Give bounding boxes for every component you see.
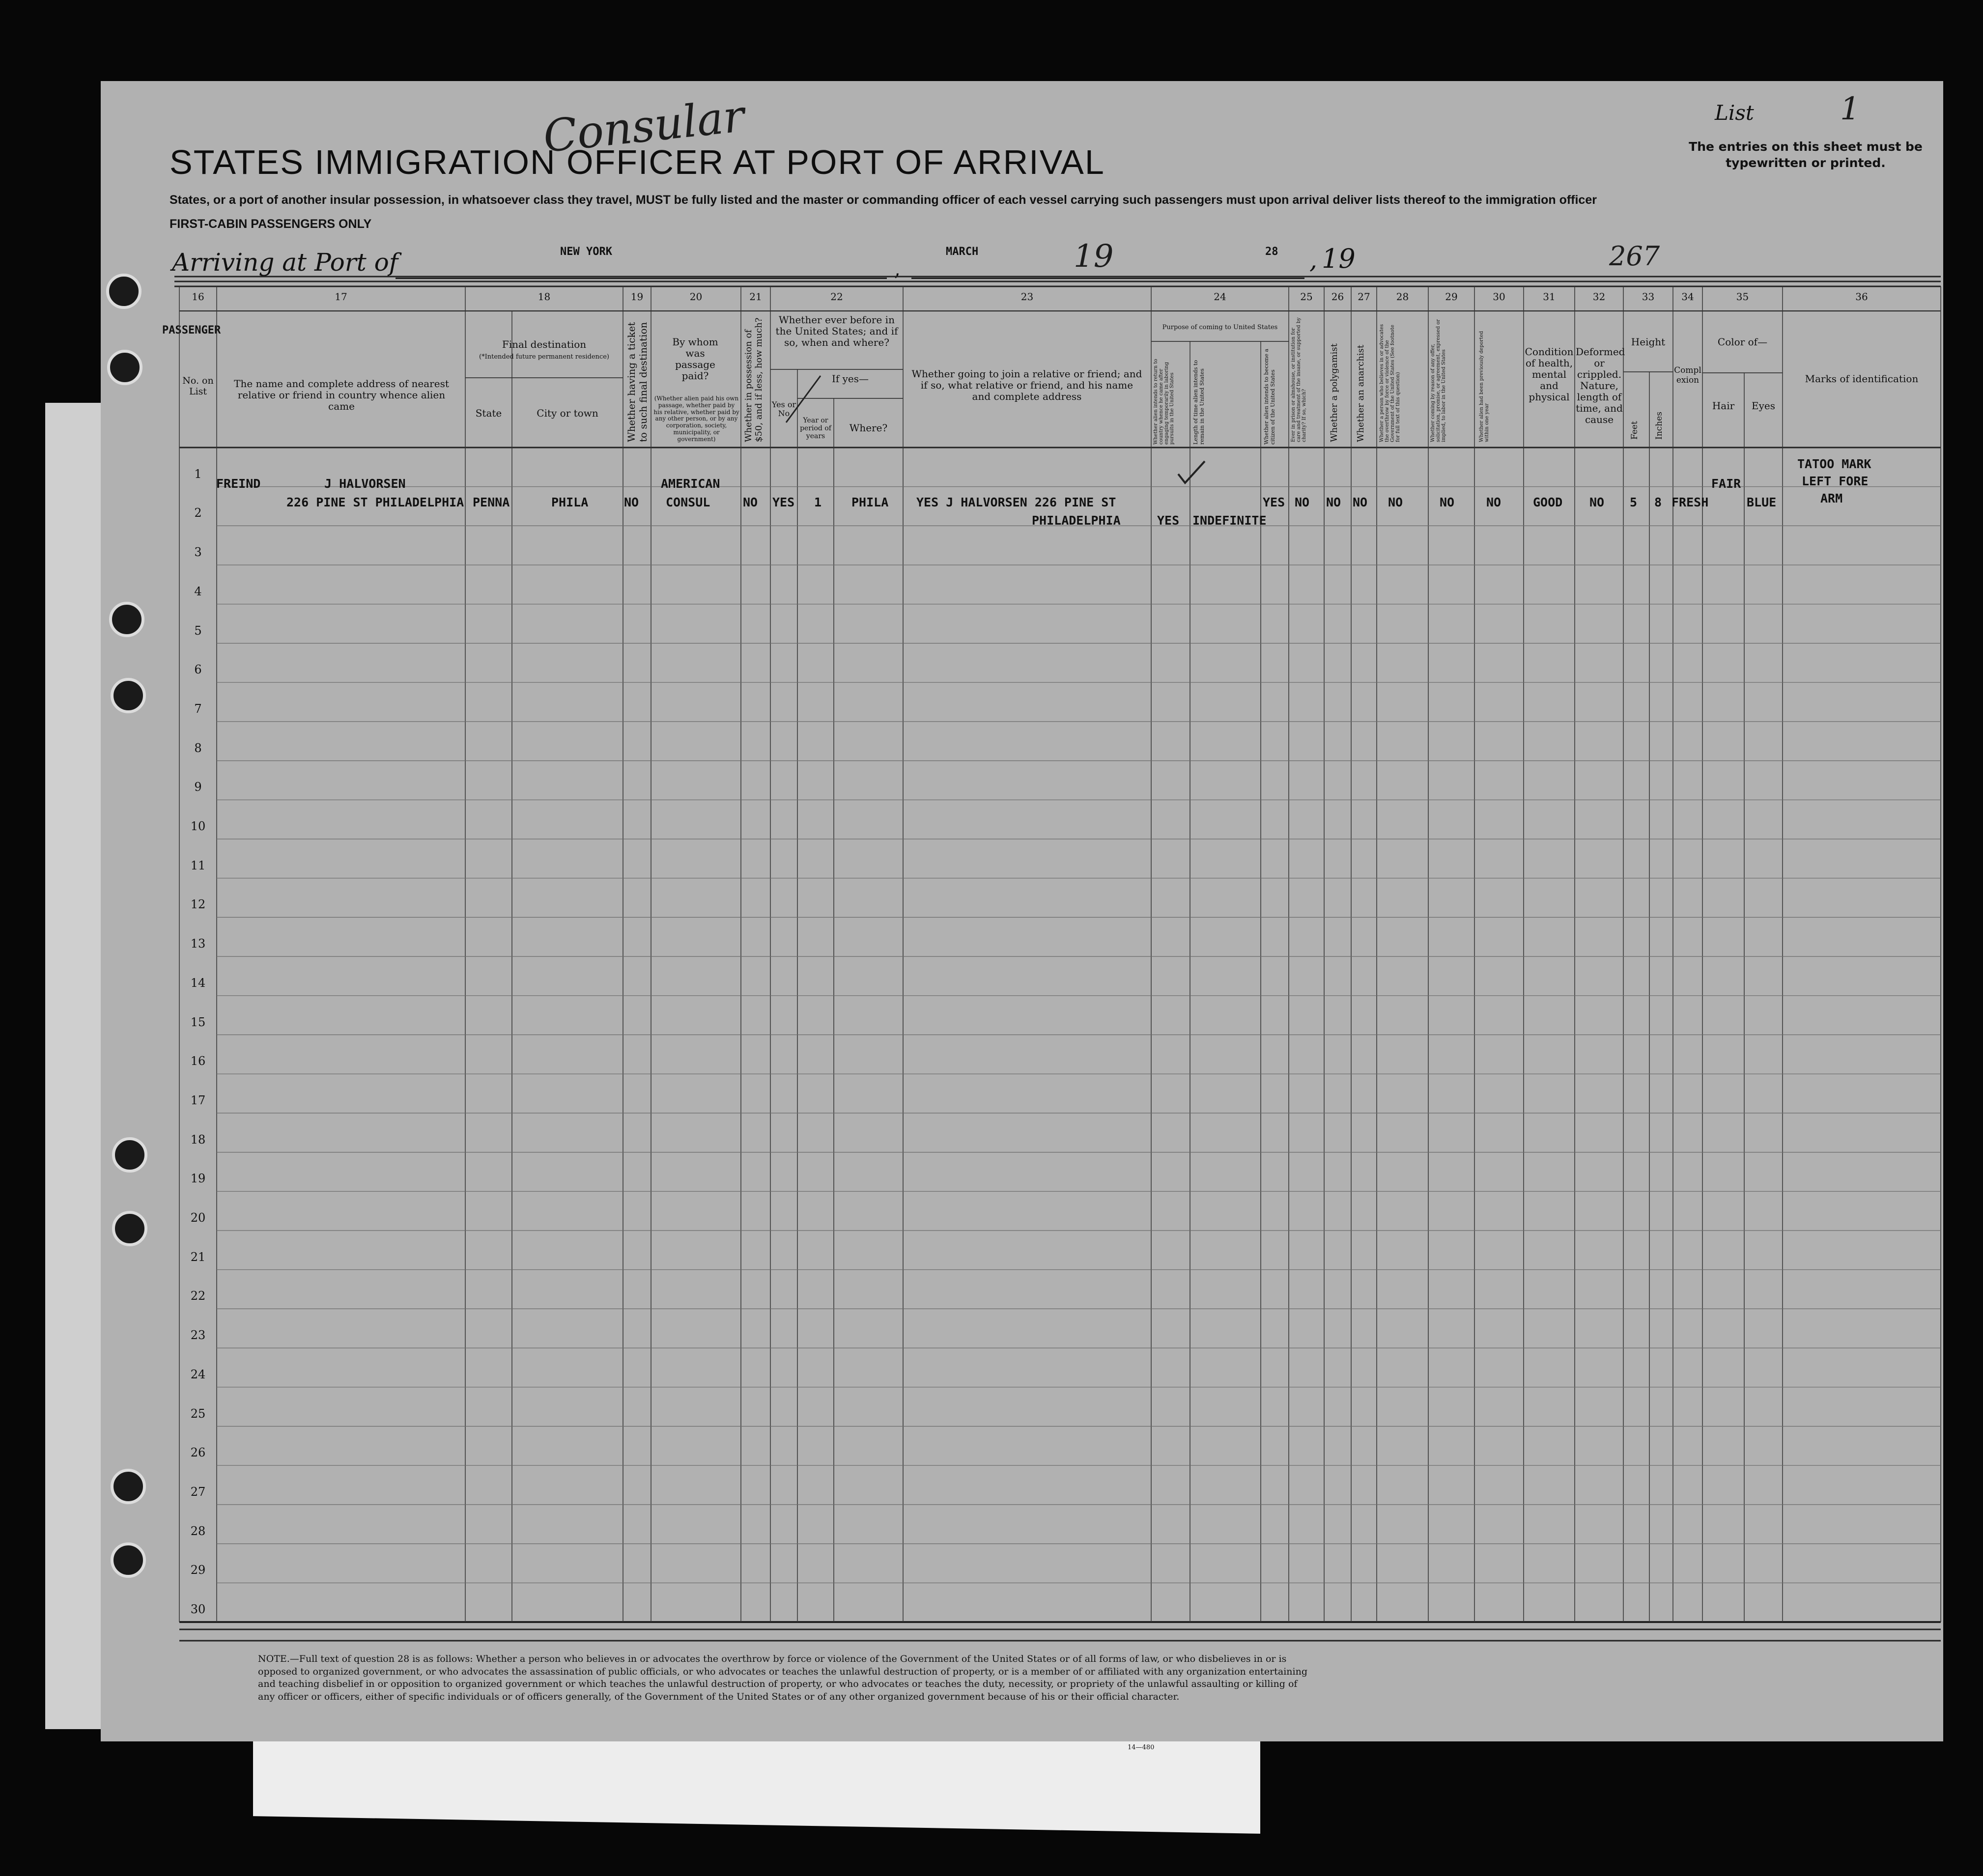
pencil-mark-icon <box>781 373 825 427</box>
entry-relative-name: J HALVORSEN <box>324 476 406 491</box>
row-number: 28 <box>190 1524 206 1538</box>
header-relative-address: The name and complete address of nearest relative or friend in country whence alien came <box>234 378 449 412</box>
col-num-26: 26 <box>1331 291 1344 303</box>
col-num-36: 36 <box>1855 291 1868 303</box>
punch-hole <box>112 1137 147 1173</box>
punch-hole <box>107 350 142 385</box>
header-contract: Whether coming by reason of any offer, solicitation, promise, or agreement, expressed or implied, to labor in the United States <box>1430 319 1446 442</box>
entry-marks-1: TATOO MARK <box>1797 457 1871 471</box>
header-inches: Inches <box>1654 412 1664 440</box>
header-deformed: Deformed or crippled. Nature, length of time, and cause <box>1576 346 1625 425</box>
row-number: 25 <box>190 1406 206 1421</box>
table-grid <box>101 81 1943 1741</box>
header-condition: Condition of health, mental and physical <box>1525 346 1574 403</box>
entry-marks-3: ARM <box>1820 491 1843 505</box>
row-number: 23 <box>190 1328 206 1343</box>
row-number: 18 <box>190 1132 206 1147</box>
col-num-24: 24 <box>1214 291 1226 303</box>
row-number: 13 <box>190 937 206 951</box>
col-num-20: 20 <box>689 291 703 303</box>
row-number: 12 <box>190 897 206 912</box>
punch-hole <box>112 1211 147 1246</box>
header-polygamist: Whether a polygamist <box>1329 343 1339 442</box>
header-possession-50: Whether in possession of $50, and if less, how much? <box>743 317 764 442</box>
header-prison: Ever in prison or almshouse, or institution for care and treatment of the insane, or supported by charity? If so, which? <box>1291 317 1307 442</box>
entry-polygamist: NO <box>1326 495 1341 509</box>
punch-hole <box>106 274 142 309</box>
punch-hole <box>111 1469 146 1504</box>
month-value: MARCH <box>946 246 979 258</box>
handwritten-note: Consular <box>540 90 747 163</box>
row-number: 5 <box>194 623 202 638</box>
header-ever-before: Whether ever before in the United States; and if so, when and where? <box>775 314 898 348</box>
col-num-33: 33 <box>1642 291 1655 303</box>
row-number: 8 <box>194 741 202 755</box>
entry-relative-address: 226 PINE ST PHILADELPHIA <box>286 495 464 509</box>
entry-passage-paid-1: AMERICAN <box>661 476 720 491</box>
row-number: 30 <box>190 1602 206 1616</box>
row-number: 21 <box>190 1250 206 1264</box>
col-num-25: 25 <box>1300 291 1313 303</box>
header-final-destination: Final destination <box>502 338 587 350</box>
header-city: City or town <box>537 407 598 419</box>
entry-relationship: FREIND <box>216 476 261 491</box>
year-suffix: 28 <box>1265 246 1278 258</box>
col-num-21: 21 <box>749 291 762 303</box>
row-number: 7 <box>194 701 202 716</box>
header-complexion: Complexion <box>1674 365 1701 385</box>
year-prefix: 19 <box>1322 243 1356 274</box>
row-number: 15 <box>190 1015 206 1029</box>
entry-length-stay: INDEFINITE <box>1192 513 1267 528</box>
day-value: 19 <box>1074 238 1114 275</box>
header-no-on-list: No. on List <box>182 375 214 397</box>
row-number: 17 <box>190 1093 206 1107</box>
entry-passage-paid-2: CONSUL <box>666 495 710 509</box>
entry-anarchist: NO <box>1353 495 1368 509</box>
row-number: 29 <box>190 1563 206 1577</box>
header-eyes: Eyes <box>1752 400 1775 412</box>
entry-inches: 8 <box>1654 495 1662 509</box>
entry-complexion: FRESH <box>1671 495 1709 509</box>
entry-citizen: YES <box>1263 495 1285 509</box>
header-purpose: Purpose of coming to United States <box>1162 324 1278 331</box>
entry-state: PENNA <box>473 495 510 509</box>
cabin-class: FIRST-CABIN PASSENGERS ONLY <box>170 217 372 231</box>
entry-ticket: NO <box>624 495 639 509</box>
typewritten-notice: The entries on this sheet must be typewritten or printed. <box>1689 140 1923 170</box>
arriving-label: Arriving at Port of <box>172 248 398 277</box>
col-num-19: 19 <box>630 291 644 303</box>
entry-deformed: NO <box>1589 495 1605 509</box>
row-number: 14 <box>190 976 206 990</box>
list-number: 1 <box>1840 91 1860 127</box>
header-state: State <box>475 407 502 419</box>
entry-city: PHILA <box>551 495 589 509</box>
header-year-period: Year or period of years <box>800 417 831 441</box>
row-number: 11 <box>190 858 206 872</box>
row-number: 10 <box>190 819 206 833</box>
col-num-17: 17 <box>335 291 347 303</box>
row-number: 19 <box>190 1172 206 1186</box>
passenger-stamp: PASSENGER <box>162 324 221 336</box>
punch-hole <box>109 602 144 637</box>
col-num-18: 18 <box>538 291 551 303</box>
subtitle: States, or a port of another insular possession, in whatsoever class they travel, MUST be fully listed and the master or commanding officer of each vessel carrying such passengers must upon arrival deliver lists thereof to the immigration officer <box>170 193 1597 207</box>
header-passage-paid: By whom was passage paid? <box>672 336 718 382</box>
row-number: 3 <box>194 545 202 560</box>
header-feet: Feet <box>1630 421 1640 440</box>
entry-feet: 5 <box>1630 495 1638 509</box>
port-value: NEW YORK <box>560 246 612 258</box>
left-paper-strip <box>45 403 104 1729</box>
entry-possession-50: NO <box>743 495 758 509</box>
col-num-27: 27 <box>1358 291 1370 303</box>
col-num-32: 32 <box>1592 291 1606 303</box>
row-number: 27 <box>190 1484 206 1499</box>
header-yes-or-no: Yes or No <box>771 400 796 419</box>
sheet-number: 267 <box>1609 241 1660 272</box>
list-label: List <box>1715 101 1754 125</box>
header-passage-paid-note: (Whether alien paid his own passage, whether paid by his relative, whether paid by any other person, or by any corporation, society, municipality, or government) <box>653 395 739 443</box>
entry-eyes: BLUE <box>1747 495 1777 509</box>
row-number: 9 <box>194 780 202 794</box>
header-if-yes: If yes— <box>831 373 869 385</box>
row-number: 20 <box>190 1211 206 1225</box>
row-number: 24 <box>190 1367 206 1381</box>
col-num-29: 29 <box>1445 291 1458 303</box>
punch-hole <box>111 678 146 713</box>
manifest-sheet: Consular List 1 The entries on this sheet must be typewritten or printed. STATES IMMIGRATION OFFICER AT PORT OF ARRIVAL States, or a port of another insular possession, in whatsoever class they travel, MUST be fully listed and the master or commanding officer of each vessel carrying such passengers must upon arrival deliver lists thereof to the immigration officer FIRST-CABIN PASSENGERS ONLY Arriving at Port of NEW YORK , MARCH 19 , 19 28 267 PASSENGER 16 17 18 19 20 21 22 23 24 25 26 27 28 29 30 31 32 33 34 35 36 No. on List The name and complete address of nearest relative or friend in country whence alien came Final destination (*Intended future permanent residence) State City or town Whether having a ticket to such final destination By whom was passage paid? (Whether alien paid his own passage, whether paid by his relative, whether paid by any other person, or by any corporation, society, municipality, or government) Whether in possession of $50, and if less, how much? Whether ever before in the United States; and if so, when and where? Yes or No If yes— Year or period of years Where? Whether going to join a relative or friend; and if so, what relative or friend, and his name and complete address Purpose of coming to United States Whether alien intends to return to country whence he came after engaging temporarily in laboring pursuits in the United States Length of time alien intends to remain in the United States Whether alien intends to become a citizen of the United States Ever in prison or almshouse, or institution for care and treatment of the insane, or supported by charity? If so, which? Whether a polygamist Whether an anarchist Whether a person who believes in or advocates the overthrow by force or violence of the Government of the United States (See footnote for full text of this question) Whether coming by reason of any offer, solicitation, promise, or agreement, expressed or implied, to labor in the United States Whether alien had been previously deported within one year Condition of health, mental and physical Deformed or crippled. Nature, length of time, and cause Height Feet Inches Complexion Color of— Hair Eyes Marks of identification 1 2 3 4 5 6 7 8 9 10 11 12 13 14 15 16 17 18 19 20 21 22 23 24 25 26 27 28 29 30 FREIND J HALVORSEN 226 PINE ST PHILADELPHIA PENNA PHILA NO AMERICAN CONSUL NO YES 1 PHILA YES J HALVORSEN 226 PINE ST PHILADELPHIA YES INDEFINITE YES NO NO NO NO NO NO GOOD NO 5 8 FRESH FAIR BLUE TATOO MARK LEFT FORE ARM NOTE.—Full text of question 28 is as follows: Whether a person who believes in or advocates the overthrow by force or violence of the Government of the United States or of all forms of law, or who disbelieves in or is opposed to organized government, or who advocates the assassination of public officials, or who advocates or teaches the unlawful destruction of property, or is a member of or affiliated with any organization entertaining and teaching disbelief in or opposition to organized government or which teaches the unlawful destruction of property, or who advocates or teaches the duty, necessity, or propriety of the unlawful assaulting or killing of any officer or officers, either of specific individuals or of officers generally, of the Government of the United States or of any other organized government because of his or their official character. 14—480 <box>101 81 1943 1741</box>
row-number: 1 <box>194 467 202 481</box>
row-number: 4 <box>194 584 202 598</box>
header-hair: Hair <box>1712 400 1735 412</box>
row-number: 22 <box>190 1289 206 1303</box>
col-num-31: 31 <box>1543 291 1556 303</box>
entry-hair: FAIR <box>1711 476 1741 491</box>
entry-overthrow: NO <box>1388 495 1403 509</box>
row-number: 26 <box>190 1446 206 1460</box>
page-title: STATES IMMIGRATION OFFICER AT PORT OF ARRIVAL <box>170 143 1105 181</box>
col-num-30: 30 <box>1493 291 1505 303</box>
col-num-34: 34 <box>1681 291 1694 303</box>
header-anarchist: Whether an anarchist <box>1356 344 1366 442</box>
header-where: Where? <box>849 422 888 434</box>
footnote: NOTE.—Full text of question 28 is as follows: Whether a person who believes in or advocates the overthrow by force or violence of the Government of the United States or of all forms of law, or who disbelieves in or is opposed to organized government, or who advocates the assassination of public officials, or who advocates or teaches the unlawful destruction of property, or is a member of or affiliated with any organization entertaining and teaching disbelief in or opposition to organized government or which teaches the unlawful destruction of property, or who advocates or teaches the duty, necessity, or propriety of the unlawful assaulting or killing of any officer or officers, either of specific individuals or of officers generally, of the Government of the United States or of any other organized government because of his or their official character. <box>258 1653 1308 1702</box>
entry-where: PHILA <box>851 495 889 509</box>
row-number: 2 <box>194 506 202 520</box>
form-number: 14—480 <box>1128 1744 1155 1751</box>
header-ticket: Whether having a ticket to such final destination <box>625 322 649 442</box>
header-final-destination-note: (*Intended future permanent residence) <box>479 353 609 361</box>
header-height: Height <box>1631 336 1666 348</box>
check-mark-icon <box>1174 459 1209 489</box>
header-marks: Marks of identification <box>1805 373 1919 385</box>
header-purpose-citizen: Whether alien intends to become a citizen of the United States <box>1263 348 1276 445</box>
punch-hole <box>111 1542 146 1578</box>
row-number: 6 <box>194 663 202 677</box>
col-num-16: 16 <box>192 291 204 303</box>
header-join-relative: Whether going to join a relative or friend; and if so, what relative or friend, and his name and complete address <box>911 368 1142 402</box>
entry-deported: NO <box>1486 495 1501 509</box>
entry-year: 1 <box>814 495 822 509</box>
entry-health: GOOD <box>1533 495 1563 509</box>
header-purpose-length: Length of time alien intends to remain in the United States <box>1192 360 1205 445</box>
entry-return-country: YES <box>1157 513 1180 528</box>
entry-marks-2: LEFT FORE <box>1802 474 1869 488</box>
entry-join-2: PHILADELPHIA <box>1032 513 1121 528</box>
row-number: 16 <box>190 1054 206 1068</box>
entry-contract: NO <box>1440 495 1455 509</box>
header-deported: Whether alien had been previously deported within one year <box>1479 331 1490 442</box>
col-num-28: 28 <box>1396 291 1409 303</box>
entry-prison: NO <box>1295 495 1310 509</box>
header-purpose-return: Whether alien intends to return to country whence he came after engaging temporarily in laboring pursuits in the United States <box>1153 359 1175 445</box>
entry-ever-before: YES <box>772 495 795 509</box>
entry-join: YES J HALVORSEN 226 PINE ST <box>916 495 1116 509</box>
col-num-35: 35 <box>1736 291 1749 303</box>
header-color-of: Color of— <box>1717 336 1768 348</box>
header-overthrow: Whether a person who believes in or advocates the overthrow by force or violence of the Government of the United States (See footnote for full text of this question) <box>1379 324 1401 442</box>
col-num-22: 22 <box>830 291 843 303</box>
col-num-23: 23 <box>1020 291 1034 303</box>
